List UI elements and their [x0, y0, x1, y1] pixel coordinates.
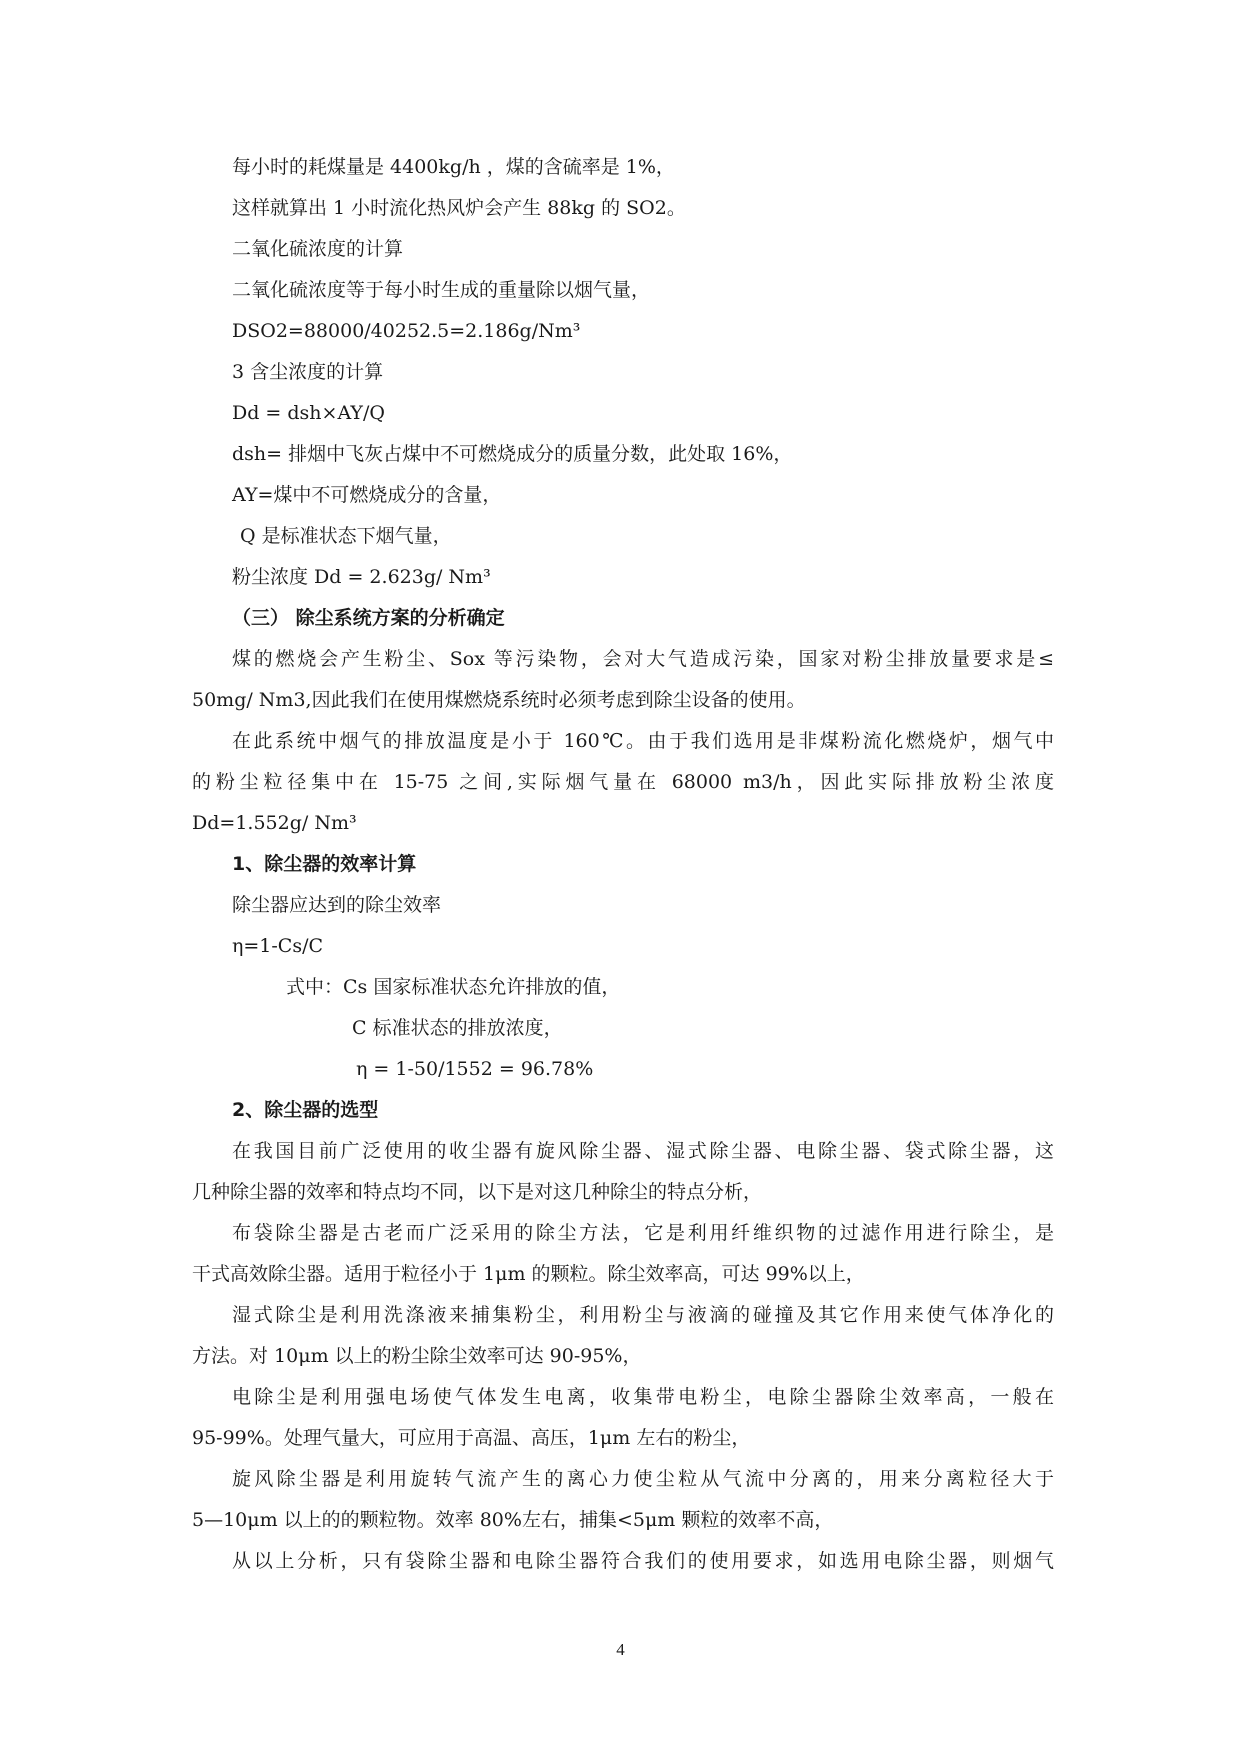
text-line: DSO2=88000/40252.5=2.186g/Nm³ — [232, 320, 581, 342]
paragraph-line: 5—10μm 以上的的颗粒物。效率 80%左右，捕集<5μm 颗粒的效率不高， — [192, 1509, 834, 1531]
paragraph-line: 在我国目前广泛使用的收尘器有旋风除尘器、湿式除尘器、电除尘器、袋式除尘器，这 — [232, 1140, 1054, 1162]
paragraph-line: 在此系统中烟气的排放温度是小于 160℃。由于我们选用是非煤粉流化燃烧炉，烟气中 — [232, 730, 1054, 752]
paragraph-line: Dd=1.552g/ Nm³ — [192, 812, 357, 834]
paragraph-line: 几种除尘器的效率和特点均不同，以下是对这几种除尘的特点分析， — [192, 1181, 763, 1203]
text-line: AY=煤中不可燃烧成分的含量， — [232, 484, 502, 506]
paragraph-line: 电除尘是利用强电场使气体发生电离，收集带电粉尘，电除尘器除尘效率高，一般在 — [232, 1386, 1054, 1408]
paragraph-line: 干式高效除尘器。适用于粒径小于 1μm 的颗粒。除尘效率高，可达 99%以上， — [192, 1263, 865, 1285]
page-number: 4 — [616, 1640, 625, 1659]
section-heading: （三） 除尘系统方案的分析确定 — [232, 607, 505, 629]
text-line: 粉尘浓度 Dd = 2.623g/ Nm³ — [232, 566, 491, 588]
text-line: 3 含尘浓度的计算 — [232, 361, 384, 383]
text-line: 除尘器应达到的除尘效率 — [232, 894, 442, 916]
text-line: Dd = dsh×AY/Q — [232, 402, 385, 424]
formula-result: η = 1-50/1552 = 96.78% — [356, 1058, 594, 1080]
paragraph-line: 95-99%。处理气量大，可应用于高温、高压，1μm 左右的粉尘， — [192, 1427, 751, 1449]
subsection-heading: 1、除尘器的效率计算 — [232, 853, 417, 875]
text-line: 二氧化硫浓度等于每小时生成的重量除以烟气量， — [232, 279, 651, 301]
paragraph-line: 的粉尘粒径集中在 15-75 之间,实际烟气量在 68000 m3/h，因此实际排放粉尘浓度 — [192, 771, 1054, 793]
formula-note: 式中：Cs 国家标准状态允许排放的值， — [286, 976, 621, 998]
paragraph-line: 湿式除尘是利用洗涤液来捕集粉尘，利用粉尘与液滴的碰撞及其它作用来使气体净化的 — [232, 1304, 1054, 1326]
formula-note: C 标准状态的排放浓度， — [352, 1017, 563, 1039]
text-line: 这样就算出 1 小时流化热风炉会产生 88kg 的 SO2。 — [232, 197, 686, 219]
formula-line: η=1-Cs/C — [232, 935, 324, 957]
paragraph-line: 方法。对 10μm 以上的粉尘除尘效率可达 90-95%， — [192, 1345, 642, 1367]
text-line: dsh= 排烟中飞灰占煤中不可燃烧成分的质量分数，此处取 16%， — [232, 443, 793, 465]
subsection-heading: 2、除尘器的选型 — [232, 1099, 379, 1121]
text-line: 二氧化硫浓度的计算 — [232, 238, 404, 260]
page-body — [192, 152, 1054, 1587]
paragraph-line: 煤的燃烧会产生粉尘、Sox 等污染物，会对大气造成污染，国家对粉尘排放量要求是≤ — [232, 648, 1054, 670]
paragraph-line: 50mg/ Nm3,因此我们在使用煤燃烧系统时必须考虑到除尘设备的使用。 — [192, 689, 806, 711]
paragraph-line: 布袋除尘器是古老而广泛采用的除尘方法，它是利用纤维织物的过滤作用进行除尘，是 — [232, 1222, 1054, 1244]
text-line: Q 是标准状态下烟气量， — [240, 525, 452, 547]
text-line: 每小时的耗煤量是 4400kg/h ，煤的含硫率是 1%， — [232, 156, 675, 178]
paragraph-line: 从以上分析，只有袋除尘器和电除尘器符合我们的使用要求，如选用电除尘器，则烟气 — [232, 1550, 1054, 1572]
paragraph-line: 旋风除尘器是利用旋转气流产生的离心力使尘粒从气流中分离的，用来分离粒径大于 — [232, 1468, 1054, 1490]
